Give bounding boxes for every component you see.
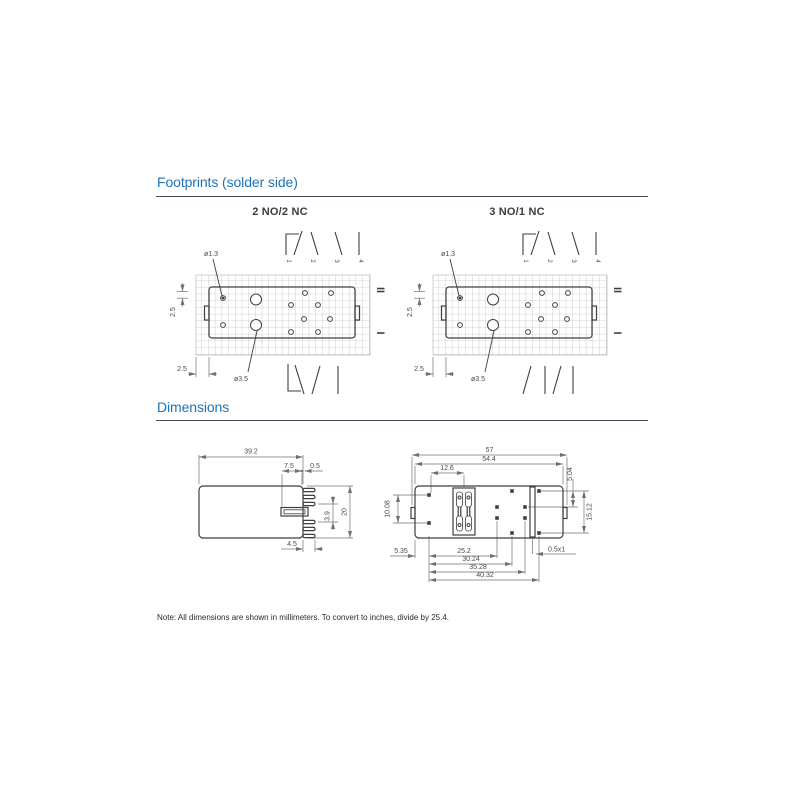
dimension-drawing-side-view: [185, 440, 375, 565]
note-text: Note: All dimensions are shown in millimeters. To convert to inches, divide by 25.4.: [157, 613, 449, 622]
dim-label-row-offset: 5.04: [567, 467, 574, 481]
relay-side-outline: [199, 486, 315, 538]
dim-label-tab-length: 7.5: [284, 463, 294, 470]
dim-label-chain-1: 25.2: [457, 548, 471, 555]
footprint-diagram-2no2nc: [168, 220, 403, 415]
footprint-right-title: 3 NO/1 NC: [489, 206, 545, 218]
dim-label-pitch-horizontal: 2.5: [414, 366, 424, 373]
pin-number-3: 3: [333, 259, 339, 263]
dim-label-hole-large: ø3.5: [471, 376, 486, 383]
dim-label-pitch-horizontal: 2.5: [177, 366, 187, 373]
contact-symbols-top: [523, 231, 596, 255]
dim-label-col-span: 10.08: [384, 500, 392, 518]
row-label-I: I: [374, 331, 387, 335]
dim-label-hole-large: ø3.5: [234, 376, 249, 383]
contact-symbols-bottom: [288, 364, 338, 394]
dim-label-length: 39.2: [244, 448, 258, 456]
dimensions-section-title: Dimensions: [157, 399, 230, 415]
bottom-view-dim-lines: [390, 455, 589, 582]
contact-symbols-top: [286, 231, 359, 255]
pin-number-1: 1: [285, 259, 291, 263]
dimension-drawing-bottom-view: [380, 440, 600, 590]
pin-number-4: 4: [357, 259, 363, 263]
dim-label-pitch-vertical: 2.5: [407, 307, 414, 317]
footprint-left-title: 2 NO/2 NC: [252, 206, 308, 218]
bottom-view-pins: [427, 489, 541, 535]
pin-number-2: 2: [546, 259, 552, 263]
dimensions-section-rule: [156, 420, 648, 421]
dim-label-body: 54.4: [482, 456, 496, 463]
dim-label-hole-small: ø1.3: [204, 251, 219, 258]
contact-symbols-bottom: [523, 366, 573, 394]
dim-label-chain-4: 40.32: [476, 572, 494, 579]
dim-label-slot: 0.5x1: [548, 546, 566, 554]
pin-number-4: 4: [594, 259, 600, 263]
dim-label-row-span: 15.12: [586, 503, 594, 521]
dim-label-chain-3: 35.28: [469, 564, 487, 571]
footprint-diagram-3no1nc: [405, 220, 640, 415]
dim-label-edge-offset: 5.35: [394, 548, 408, 555]
pin-number-2: 2: [309, 259, 315, 263]
row-label-II: II: [611, 286, 624, 294]
pin-number-3: 3: [570, 259, 576, 263]
dim-label-coil-width: 12.6: [440, 465, 454, 472]
footprints-section-rule: [156, 196, 648, 197]
dim-label-pin-pitch: 3.9: [324, 511, 332, 521]
row-label-II: II: [374, 286, 387, 294]
dim-label-pin-length: 4.5: [287, 541, 297, 548]
dim-label-overall: 57: [485, 447, 494, 454]
dim-label-hole-small: ø1.3: [441, 251, 456, 258]
row-label-I: I: [611, 331, 624, 335]
footprints-section-title: Footprints (solder side): [157, 174, 298, 190]
dim-label-height: 20: [341, 508, 349, 516]
relay-bottom-outline: [411, 486, 567, 538]
dim-label-chain-2: 30.24: [462, 556, 480, 563]
pin-number-1: 1: [522, 259, 528, 263]
dim-label-pitch-vertical: 2.5: [170, 307, 177, 317]
dim-label-tab-offset: 0.5: [310, 463, 320, 470]
